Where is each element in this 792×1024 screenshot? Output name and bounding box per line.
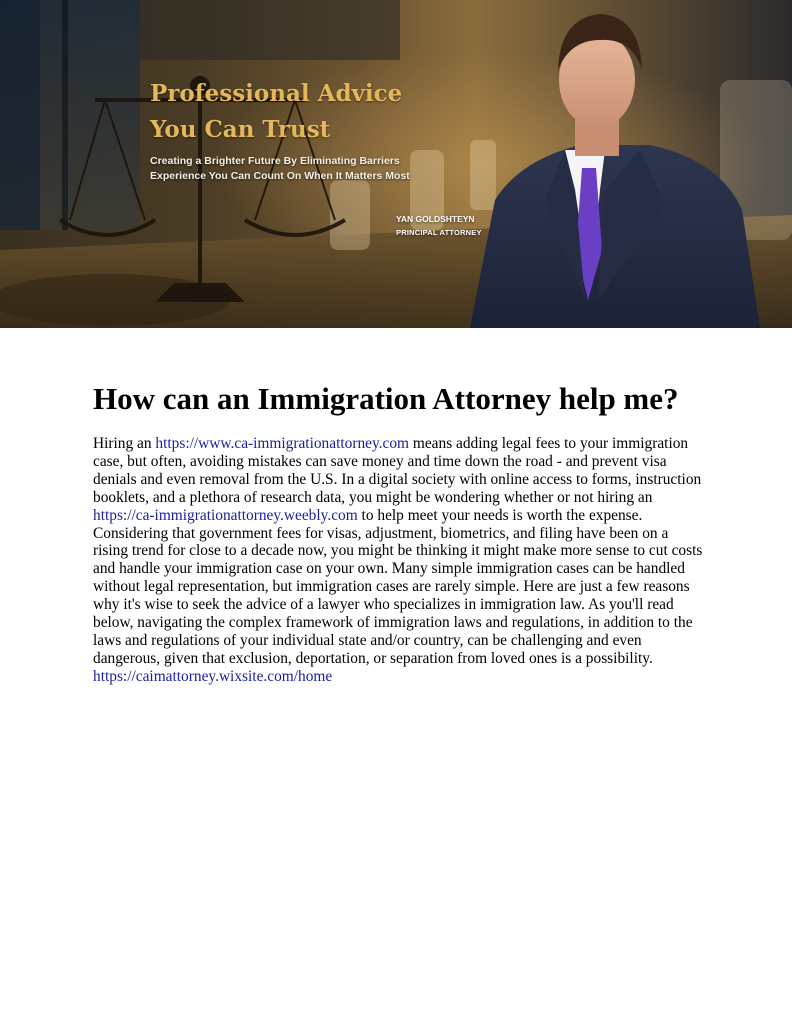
attorney-name: YAN GOLDSHTEYN bbox=[396, 214, 475, 224]
banner-title-line-2: You Can Trust bbox=[150, 116, 331, 143]
link-weebly-site[interactable]: https://ca-immigrationattorney.weebly.com bbox=[93, 506, 358, 524]
banner-tagline-line-2: Experience You Can Count On When It Matters Most bbox=[150, 170, 410, 182]
article-body bbox=[93, 435, 705, 686]
banner-title-line-1: Professional Advice bbox=[150, 80, 403, 107]
link-wixsite-home[interactable]: https://caimattorney.wixsite.com/home bbox=[93, 667, 333, 685]
article-heading: How can an Immigration Attorney help me? bbox=[93, 381, 679, 416]
link-ca-immigrationattorney[interactable]: https://www.ca-immigrationattorney.com bbox=[155, 435, 410, 452]
banner-tagline bbox=[150, 154, 410, 184]
body-text-segment: to help meet your needs is worth the expense. Considering that government fees for visas, adjustment, biometrics, and filing have been on a rising trend for close to a decade now, you might be thinking it might make more sense to cut costs and handle your immigration case on your own. Many simple immigration cases can be handled without legal representation, but immigration cases are rarely simple. Here are just a few reasons why it's wise to seek the advice of a lawyer who specializes in immigration law. As you'll read below, navigating the complex framework of immigration laws and regulations, in addition to the laws and regulations of your individual state and/or country, can be challenging and even dangerous, given that exclusion, deportation, or separation from loved ones is a possibility. bbox=[93, 506, 703, 667]
body-text-segment: means adding legal fees to your immigration case, but often, avoiding mistakes can save money and time down the road - and prevent visa denials and even removal from the U.S. In a digital society with online access to forms, instruction booklets, and a plethora of research data, you might be wondering whether or not hiring an bbox=[93, 435, 702, 506]
hero-banner bbox=[0, 0, 792, 328]
banner-title bbox=[150, 76, 402, 148]
attorney-role: PRINCIPAL ATTORNEY bbox=[396, 228, 482, 237]
body-text-segment: Hiring an bbox=[93, 435, 156, 452]
attorney-caption bbox=[396, 212, 482, 240]
banner-tagline-line-1: Creating a Brighter Future By Eliminating Barriers bbox=[150, 155, 400, 167]
